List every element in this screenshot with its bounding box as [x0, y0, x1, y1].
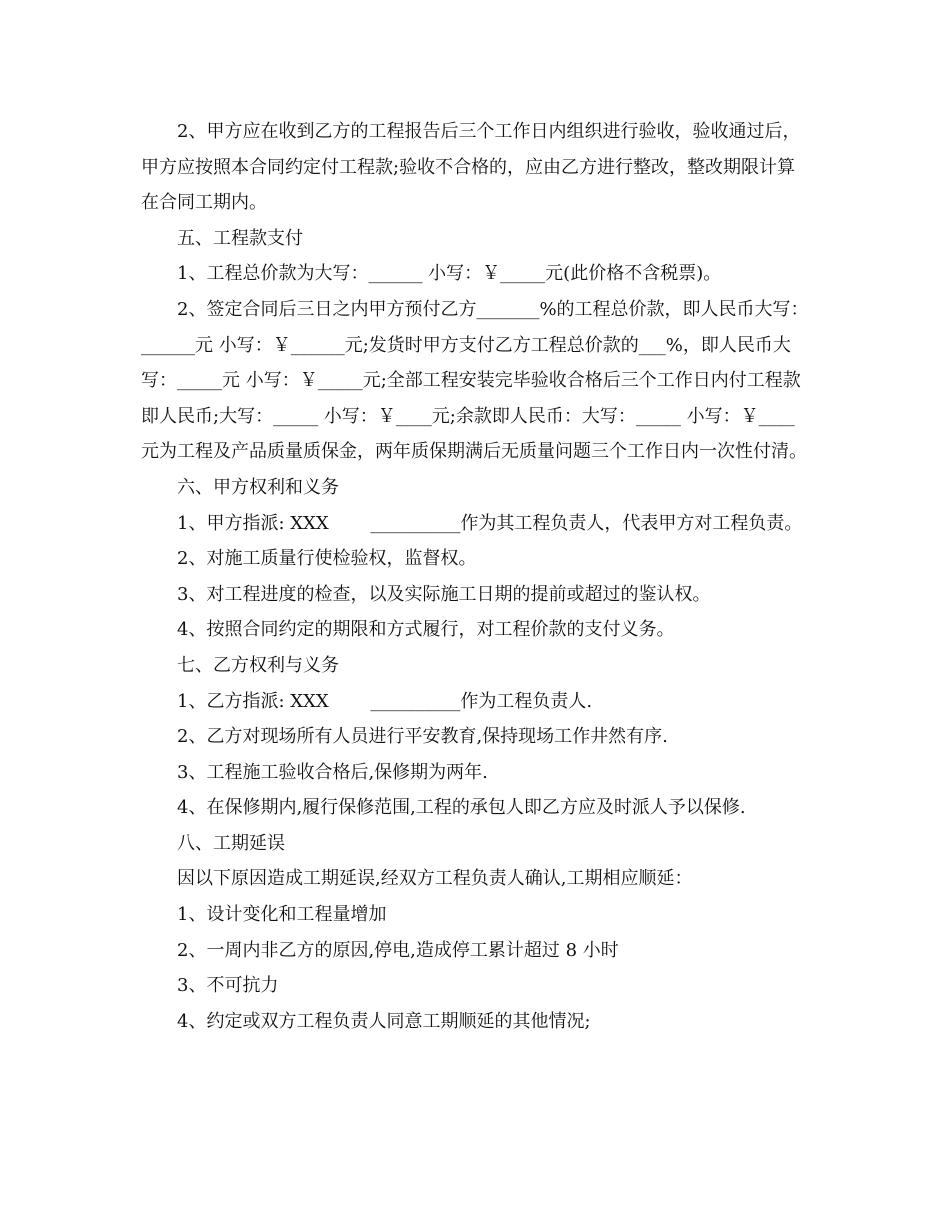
paragraph-party-a-4: 4、按照合同约定的期限和方式履行，对工程价款的支付义务。 — [177, 619, 675, 641]
paragraph-party-a-1: 1、甲方指派: XXX __________作为其工程负责人，代表甲方对工程负责。 — [177, 512, 803, 534]
paragraph-payment-schedule: 2、签定合同后三日之内甲方预付乙方_______%的工程总价款，即人民币大写：______元 小写：￥______元;发货时甲方支付乙方工程总价款的___%，即人民币大写：_____元 小写：￥_____元;全部工程安装完毕验收合格后三个工作日内付工程款即人民币;大写：_____ 小写：￥____元;余款即人民币：大写：_____ 小写：￥____元为工程及产品质量质保金，两年质保期满后无质量问题三个工作日内一次性付清。 — [141, 298, 809, 463]
document-body — [141, 114, 811, 1039]
paragraph-party-b-4: 4、在保修期内,履行保修范围,工程的承包人即乙方应及时派人予以保修. — [177, 797, 746, 819]
paragraph-delay-3: 3、不可抗力 — [177, 975, 279, 997]
paragraph-delay-1: 1、设计变化和工程量增加 — [177, 904, 387, 926]
paragraph-delay-2: 2、一周内非乙方的原因,停电,造成停工累计超过 8 小时 — [177, 939, 619, 961]
paragraph-party-b-2: 2、乙方对现场所有人员进行平安教育,保持现场工作井然有序. — [177, 726, 668, 748]
paragraph-party-a-3: 3、对工程进度的检查，以及实际施工日期的提前或超过的鉴认权。 — [177, 583, 711, 605]
heading-party-b-rights: 七、乙方权利与义务 — [177, 654, 339, 676]
paragraph-party-a-2: 2、对施工质量行使检验权，监督权。 — [177, 548, 477, 570]
paragraph-delay-intro: 因以下原因造成工期延误,经双方工程负责人确认,工期相应顺延： — [177, 868, 693, 890]
paragraph-delay-4: 4、约定或双方工程负责人同意工期顺延的其他情况; — [177, 1010, 591, 1032]
paragraph-total-price: 1、工程总价款为大写：______ 小写：￥_____元(此价格不含税票)。 — [177, 263, 722, 285]
heading-payment: 五、工程款支付 — [177, 227, 303, 249]
heading-delay: 八、工期延误 — [177, 832, 285, 854]
paragraph-acceptance: 2、甲方应在收到乙方的工程报告后三个工作日内组织进行验收，验收通过后，甲方应按照本合同约定付工程款;验收不合格的，应由乙方进行整改，整改期限计算在合同工期内。 — [141, 121, 801, 214]
paragraph-party-b-3: 3、工程施工验收合格后,保修期为两年. — [177, 761, 488, 783]
heading-party-a-rights: 六、甲方权利和义务 — [177, 476, 339, 498]
paragraph-party-b-1: 1、乙方指派: XXX __________作为工程负责人. — [177, 690, 593, 712]
